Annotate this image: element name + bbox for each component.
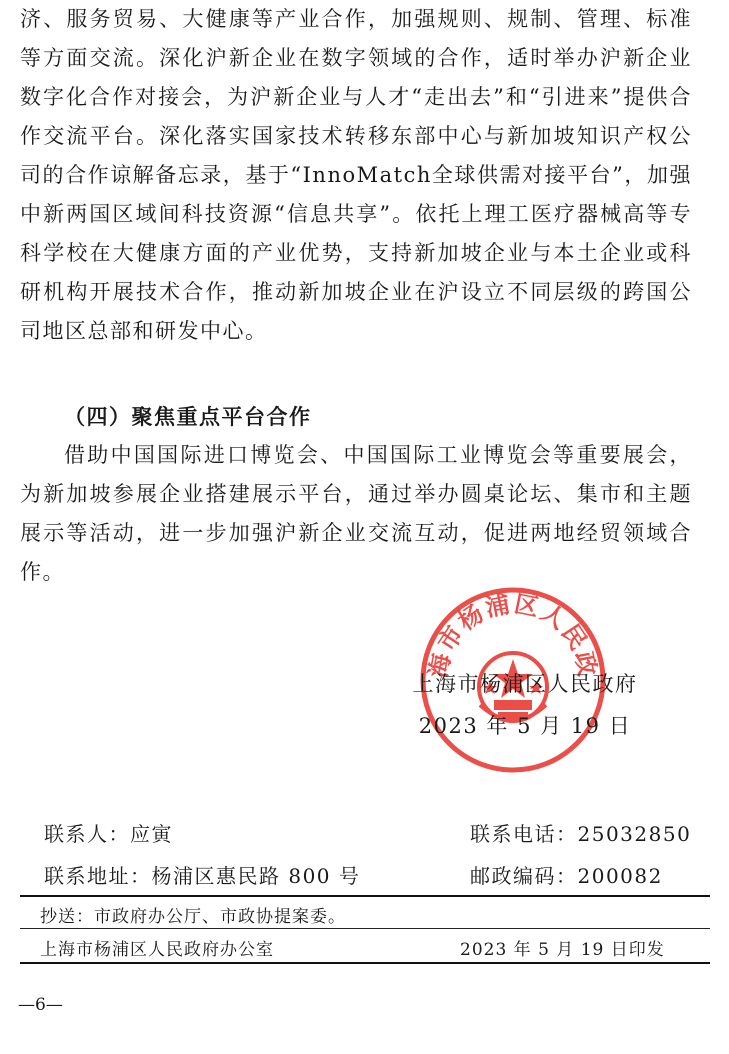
signature-date: 2023 年 5 月 19 日 bbox=[418, 714, 632, 738]
contact-phone: 联系电话：25032850 bbox=[470, 822, 692, 846]
footer-rule-top bbox=[20, 895, 710, 897]
contact-person: 联系人：应寅 bbox=[44, 822, 173, 846]
svg-text:上海市杨浦区人民政府 bbox=[418, 585, 602, 680]
body-paragraph-1: 济、服务贸易、大健康等产业合作，加强规则、规制、管理、标准等方面交流。深化沪新企业在数字领域的合作，适时举办沪新企业数字化合作对接会，为沪新企业与人才“走出去”和“引进来”提供合作交流平台。深化落实国家技术转移东部中心与新加坡知识产权公司的合作谅解备忘录，基于“InnoMatch全球供需对接平台”，加强中新两国区域间科技资源“信息共享”。依托上理工医疗器械高等专科学校在大健康方面的产业优势，支持新加坡企业与本土企业或科研机构开展技术合作，推动新加坡企业在沪设立不同层级的跨国公司地区总部和研发中心。 bbox=[20, 7, 692, 343]
contact-address: 联系地址：杨浦区惠民路 800 号 bbox=[44, 864, 361, 888]
contact-postcode: 邮政编码：200082 bbox=[470, 864, 663, 888]
section-heading: （四）聚焦重点平台合作 bbox=[64, 404, 312, 429]
footer-rule-middle bbox=[20, 928, 710, 929]
footer-cc: 抄送：市政府办公厅、市政协提案委。 bbox=[40, 907, 346, 927]
footer-issuer: 上海市杨浦区人民政府办公室 bbox=[40, 940, 274, 960]
seal-text: 海市杨浦区人民政 bbox=[424, 589, 602, 681]
signature-organization: 上海市杨浦区人民政府 bbox=[412, 672, 638, 696]
footer-issue-date: 2023 年 5 月 19 日印发 bbox=[460, 940, 665, 960]
page-number: —6— bbox=[18, 995, 63, 1015]
body-paragraph-2: 借助中国国际进口博览会、中国国际工业博览会等重要展会，为新加坡参展企业搭建展示平台，通过举办圆桌论坛、集市和主题展示等活动，进一步加强沪新企业交流互动，促进两地经贸领域合作。 bbox=[20, 443, 692, 584]
footer-rule-bottom bbox=[20, 962, 710, 964]
